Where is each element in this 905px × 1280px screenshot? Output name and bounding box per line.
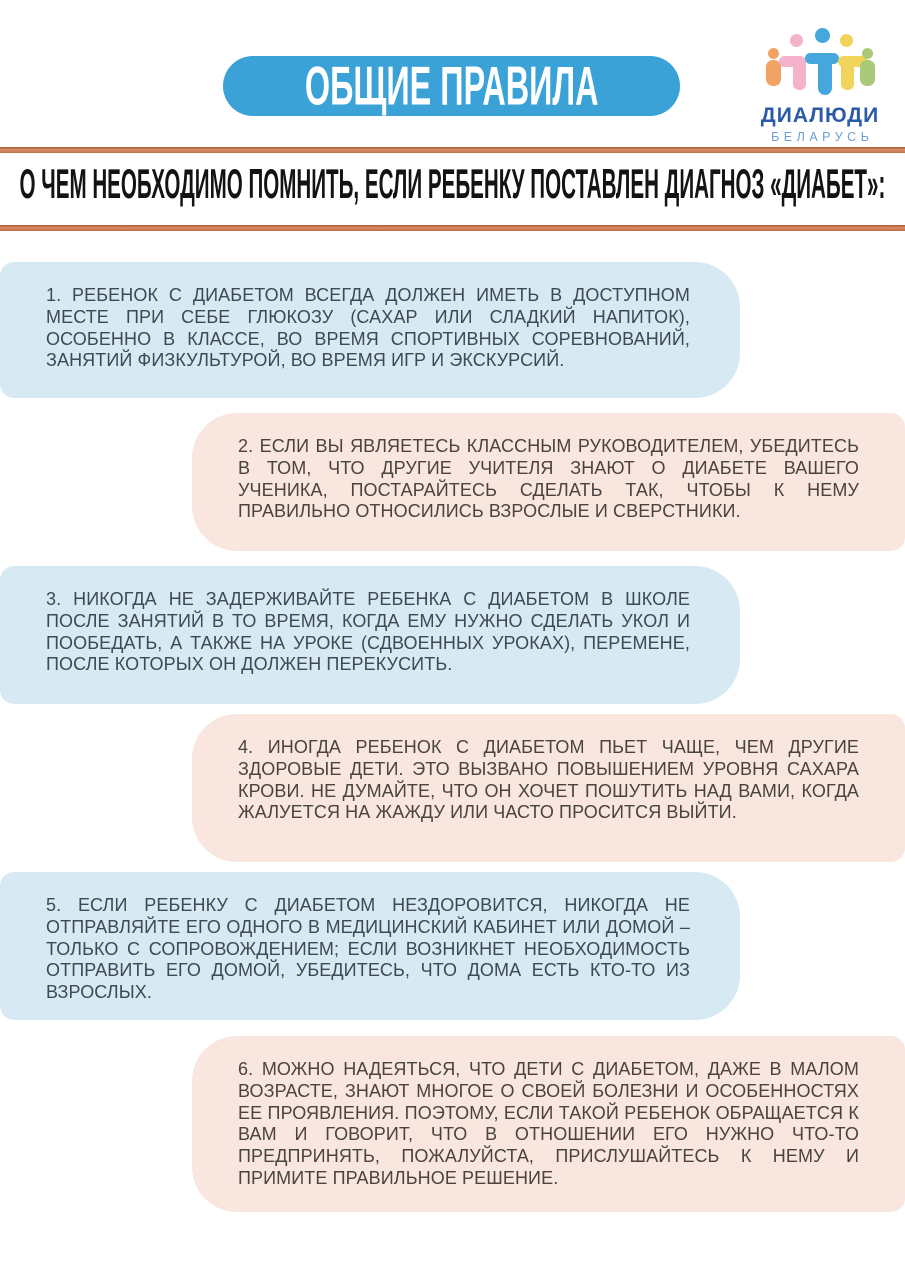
section-heading-row [0,158,905,210]
person-pink-body-icon [793,56,806,90]
person-blue-head-icon [815,28,830,43]
person-green-head-icon [862,48,873,59]
dialudi-logo [748,26,892,144]
page-title: ОБЩИЕ ПРАВИЛА [304,55,599,117]
person-green-body-icon [860,60,875,86]
logo-name: ДИАЛЮДИ [760,104,880,127]
divider-top [0,147,905,153]
rule-text-4: 4. ИНОГДА РЕБЕНОК С ДИАБЕТОМ ПЬЕТ ЧАЩЕ, ЧЕМ ДРУГИЕ ЗДОРОВЫЕ ДЕТИ. ЭТО ВЫЗВАНО ПОВЫШЕНИЕМ УРОВНЯ САХАРА КРОВИ. НЕ ДУМАЙТЕ, ЧТО ОН ХОЧЕТ ПОШУТИТЬ НАД ВАМИ, КОГДА ЖАЛУЕТСЯ НА ЖАЖДУ ИЛИ ЧАСТО ПРОСИТСЯ ВЫЙТИ. [238,737,859,823]
rule-card-1 [0,262,740,398]
people-logo-icon [756,26,884,98]
person-blue-body-icon [818,53,832,95]
rule-text-1: 1. РЕБЕНОК С ДИАБЕТОМ ВСЕГДА ДОЛЖЕН ИМЕТЬ В ДОСТУПНОМ МЕСТЕ ПРИ СЕБЕ ГЛЮКОЗУ (САХАР ИЛИ СЛАДКИЙ НАПИТОК), ОСОБЕННО В КЛАССЕ, ВО ВРЕМЯ СПОРТИВНЫХ СОРЕВНОВАНИЙ, ЗАНЯТИЙ ФИЗКУЛЬТУРОЙ, ВО ВРЕМЯ ИГР И ЭКСКУРСИЙ. [46,285,690,371]
rule-card-2 [192,413,905,551]
rule-text-3: 3. НИКОГДА НЕ ЗАДЕРЖИВАЙТЕ РЕБЕНКА С ДИАБЕТОМ В ШКОЛЕ ПОСЛЕ ЗАНЯТИЙ В ТО ВРЕМЯ, КОГДА ЕМУ НУЖНО СДЕЛАТЬ УКОЛ И ПООБЕДАТЬ, А ТАКЖЕ НА УРОКЕ (СДВОЕННЫХ УРОКАХ), ПЕРЕМЕНЕ, ПОСЛЕ КОТОРЫХ ОН ДОЛЖЕН ПЕРЕКУСИТЬ. [46,589,690,675]
person-orange-head-icon [768,48,779,59]
rule-text-6: 6. МОЖНО НАДЕЯТЬСЯ, ЧТО ДЕТИ С ДИАБЕТОМ, ДАЖЕ В МАЛОМ ВОЗРАСТЕ, ЗНАЮТ МНОГОЕ О СВОЕЙ БОЛЕЗНИ И ОСОБЕННОСТЯХ ЕЕ ПРОЯВЛЕНИЯ. ПОЭТОМУ, ЕСЛИ ТАКОЙ РЕБЕНОК ОБРАЩАЕТСЯ К ВАМ И ГОВОРИТ, ЧТО В ОТНОШЕНИИ ЕГО НУЖНО ЧТО-ТО ПРЕДПРИНЯТЬ, ПОЖАЛУЙСТА, ПРИСЛУШАЙТЕСЬ К НЕМУ И ПРИМИТЕ ПРАВИЛЬНОЕ РЕШЕНИЕ. [238,1059,859,1188]
person-yellow-head-icon [840,34,853,47]
rule-card-5 [0,872,740,1020]
rule-card-6 [192,1036,905,1212]
rule-text-5: 5. ЕСЛИ РЕБЕНКУ С ДИАБЕТОМ НЕЗДОРОВИТСЯ, НИКОГДА НЕ ОТПРАВЛЯЙТЕ ЕГО ОДНОГО В МЕДИЦИНСКИЙ КАБИНЕТ ИЛИ ДОМОЙ – ТОЛЬКО С СОПРОВОЖДЕНИЕМ; ЕСЛИ ВОЗНИКНЕТ НЕОБХОДИМОСТЬ ОТПРАВИТЬ ЕГО ДОМОЙ, УБЕДИТЕСЬ, ЧТО ДОМА ЕСТЬ КТО-ТО ИЗ ВЗРОСЛЫХ. [46,895,690,1003]
rule-card-4 [192,714,905,862]
rule-text-2: 2. ЕСЛИ ВЫ ЯВЛЯЕТЕСЬ КЛАССНЫМ РУКОВОДИТЕЛЕМ, УБЕДИТЕСЬ В ТОМ, ЧТО ДРУГИЕ УЧИТЕЛЯ ЗНАЮТ О ДИАБЕТЕ ВАШЕГО УЧЕНИКА, ПОСТАРАЙТЕСЬ СДЕЛАТЬ ТАК, ЧТОБЫ К НЕМУ ПРАВИЛЬНО ОТНОСИЛИСЬ ВЗРОСЛЫЕ И СВЕРСТНИКИ. [238,436,859,522]
person-yellow-body-icon [841,56,854,90]
title-banner [223,56,680,116]
rule-card-3 [0,566,740,704]
divider-bottom [0,225,905,231]
person-pink-head-icon [790,34,803,47]
section-heading: О ЧЕМ НЕОБХОДИМО ПОМНИТЬ, ЕСЛИ РЕБЕНКУ ПОСТАВЛЕН ДИАГНОЗ «ДИАБЕТ»: [19,160,886,207]
logo-subtitle: БЕЛАРУСЬ [771,130,874,144]
